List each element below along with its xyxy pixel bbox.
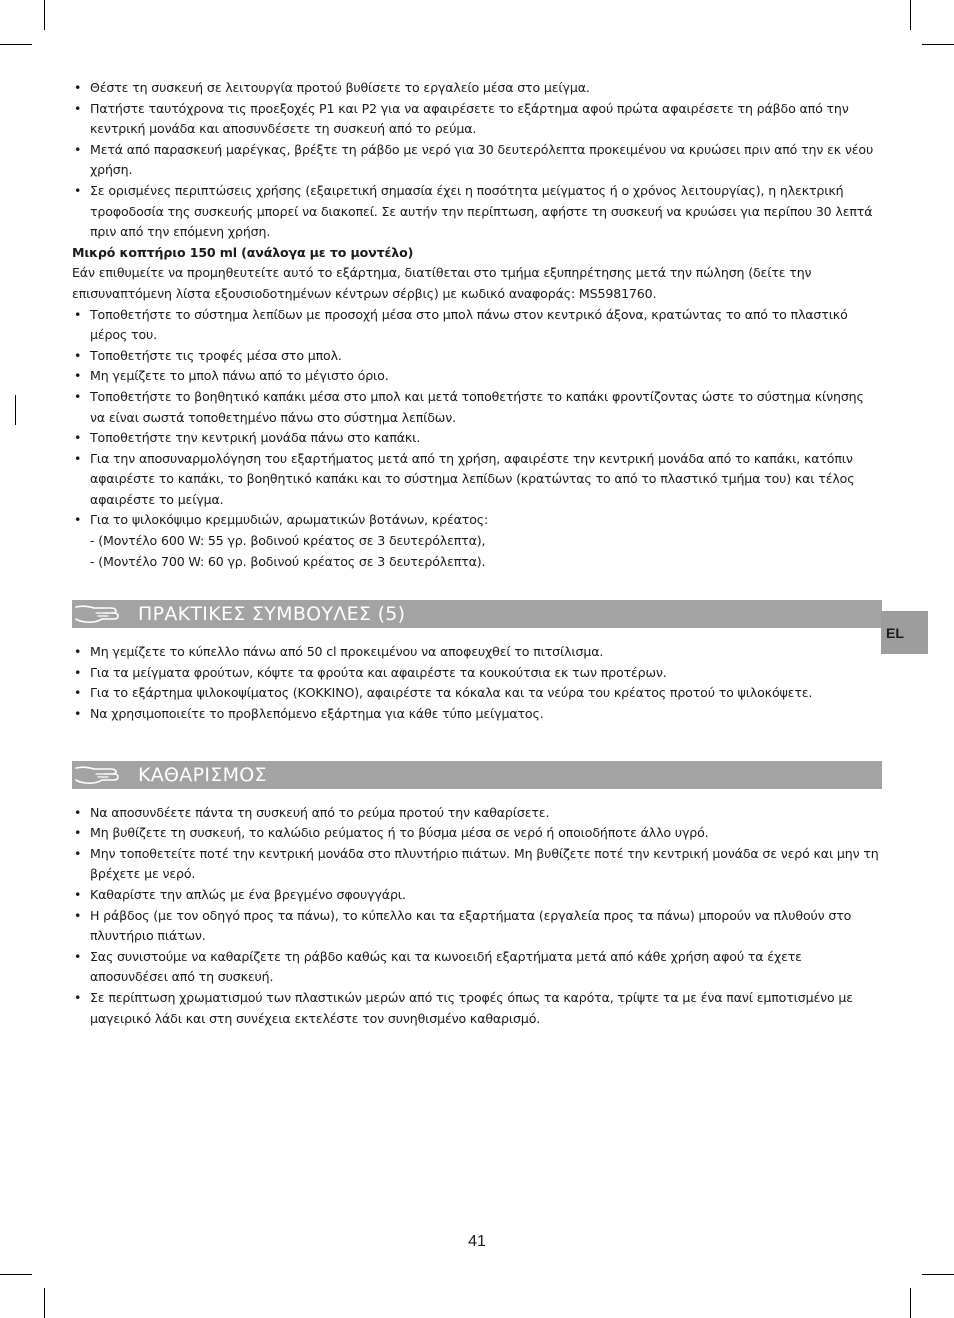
hand-pointing-arrow-icon	[74, 764, 120, 786]
section-title: ΠΡΑΚΤΙΚΕΣ ΣΥΜΒΟΥΛΕΣ (5)	[138, 603, 406, 626]
list-item: • Τοποθετήστε τις τροφές μέσα στο μπολ.	[72, 346, 882, 367]
page-number: 41	[468, 1233, 486, 1250]
list-item: • Μη γεμίζετε το κύπελλο πάνω από 50 cl προκειμένου να αποφευχθεί το πιτσίλισμα.	[72, 642, 882, 663]
tips-list	[72, 642, 882, 724]
chopper-list	[72, 305, 882, 573]
language-code: EL	[886, 625, 904, 641]
list-item: • Τοποθετήστε το σύστημα λεπίδων με προσοχή μέσα στο μπολ πάνω στον κεντρικό άξονα, κρατώντας το από το πλαστικό μέρος του.	[72, 305, 882, 346]
list-item: • Η ράβδος (με τον οδηγό προς τα πάνω), το κύπελλο και τα εξαρτήματα (εργαλεία προς τα πάνω) μπορούν να πλυθούν στο πλυντήριο πιάτων.	[72, 906, 882, 947]
crop-mark	[0, 44, 32, 45]
section-title: ΚΑΘΑΡΙΣΜΟΣ	[138, 763, 267, 786]
crop-mark	[922, 44, 954, 45]
list-item: • Σε ορισμένες περιπτώσεις χρήσης (εξαιρετική σημασία έχει η ποσότητα μείγματος ή ο χρόνος λειτουργίας), η ηλεκτρική τροφοδοσία της συσκευής μπορεί να διακοπεί. Σε αυτήν την περίπτωση, αφήστε τη συσκευή να κρυώσει για περίπου 30 λεπτά πριν από την επόμενη χρήση.	[72, 181, 882, 243]
mince-detail: - (Μοντέλο 700 W: 60 γρ. βοδινού κρέατος σε 3 δευτερόλεπτα).	[90, 553, 486, 569]
crop-mark	[922, 1274, 954, 1275]
list-item: • Τοποθετήστε την κεντρική μονάδα πάνω στο καπάκι.	[72, 428, 882, 449]
list-item	[72, 510, 882, 572]
list-item: • Να αποσυνδέετε πάντα τη συσκευή από το ρεύμα προτού την καθαρίσετε.	[72, 803, 882, 824]
chopper-heading: Μικρό κοπτήριο 150 ml (ανάλογα με το μοντέλο)	[72, 244, 414, 260]
intro-list	[72, 78, 882, 243]
language-tab	[881, 611, 928, 654]
section-header-cleaning	[72, 761, 882, 789]
section-header-tips	[72, 600, 882, 628]
crop-mark	[910, 1288, 911, 1318]
list-item: • Μη γεμίζετε το μπολ πάνω από το μέγιστο όριο.	[72, 366, 882, 387]
mince-intro: • Για το ψιλοκόψιμο κρεμμυδιών, αρωματικών βοτάνων, κρέατος:	[90, 512, 489, 528]
crop-mark	[44, 0, 45, 30]
crop-mark	[0, 1274, 32, 1275]
list-item: • Καθαρίστε την απλώς με ένα βρεγμένο σφουγγάρι.	[72, 885, 882, 906]
page-content	[72, 78, 882, 1029]
list-item: • Για την αποσυναρμολόγηση του εξαρτήματος μετά από τη χρήση, αφαιρέστε την κεντρική μονάδα από το καπάκι, κατόπιν αφαιρέστε το καπάκι, το βοηθητικό καπάκι και το σύστημα λεπίδων (κρατώντας το από το πλαστικό τμήμα του) και τέλος αφαιρέστε το μείγμα.	[72, 449, 882, 511]
crop-mark	[910, 0, 911, 30]
crop-mark	[44, 1288, 45, 1318]
list-item: • Πατήστε ταυτόχρονα τις προεξοχές P1 και P2 για να αφαιρέσετε το εξάρτημα αφού πρώτα αφαιρέσετε τη ράβδο από την κεντρική μονάδα και αποσυνδέσετε τη συσκευή από το ρεύμα.	[72, 99, 882, 140]
list-item: • Σε περίπτωση χρωματισμού των πλαστικών μερών από τις τροφές όπως τα καρότα, τρίψτε τα με ένα πανί εμποτισμένο με μαγειρικό λάδι και στη συνέχεια εκτελέστε τον συνηθισμένο καθαρισμό.	[72, 988, 882, 1029]
registration-mark	[15, 395, 16, 425]
hand-pointing-arrow-icon	[74, 603, 120, 625]
cleaning-list	[72, 803, 882, 1030]
list-item: • Σας συνιστούμε να καθαρίζετε τη ράβδο καθώς και τα κωνοειδή εξαρτήματα μετά από κάθε χρήση αφού τα έχετε αποσυνδέσει από τη συσκευή.	[72, 947, 882, 988]
list-item: • Να χρησιμοποιείτε το προβλεπόμενο εξάρτημα για κάθε τύπο μείγματος.	[72, 704, 882, 725]
list-item: • Τοποθετήστε το βοηθητικό καπάκι μέσα στο μπολ και μετά τοποθετήστε το καπάκι φροντίζοντας ώστε το σύστημα κίνησης να είναι σωστά τοποθετημένο πάνω στο σύστημα λεπίδων.	[72, 387, 882, 428]
list-item: • Για το εξάρτημα ψιλοκοψίματος (ΚΟΚΚΙΝΟ), αφαιρέστε τα κόκαλα και τα νεύρα του κρέατος προτού το ψιλοκόψετε.	[72, 683, 882, 704]
list-item: • Για τα μείγματα φρούτων, κόψτε τα φρούτα και αφαιρέστε τα κουκούτσια εκ των προτέρων.	[72, 663, 882, 684]
list-item: • Μην τοποθετείτε ποτέ την κεντρική μονάδα στο πλυντήριο πιάτων. Μη βυθίζετε ποτέ την κεντρική μονάδα σε νερό και μην τη βρέχετε με νερό.	[72, 844, 882, 885]
mince-detail: - (Μοντέλο 600 W: 55 γρ. βοδινού κρέατος σε 3 δευτερόλεπτα),	[90, 533, 486, 549]
list-item: • Μη βυθίζετε τη συσκευή, το καλώδιο ρεύματος ή το βύσμα μέσα σε νερό ή οποιοδήποτε άλλο υγρό.	[72, 823, 882, 844]
list-item: • Μετά από παρασκευή μαρέγκας, βρέξτε τη ράβδο με νερό για 30 δευτερόλεπτα προκειμένου να κρυώσει πριν από την εκ νέου χρήση.	[72, 140, 882, 181]
chopper-paragraph: Εάν επιθυμείτε να προμηθευτείτε αυτό το εξάρτημα, διατίθεται στο τμήμα εξυπηρέτησης μετά την πώληση (δείτε την επισυναπτόμενη λίστα εξουσιοδοτημένων κέντρων σέρβις) με κωδικό αναφοράς: MS5981760.	[72, 265, 812, 301]
list-item: • Θέστε τη συσκευή σε λειτουργία προτού βυθίσετε το εργαλείο μέσα στο μείγμα.	[72, 78, 882, 99]
